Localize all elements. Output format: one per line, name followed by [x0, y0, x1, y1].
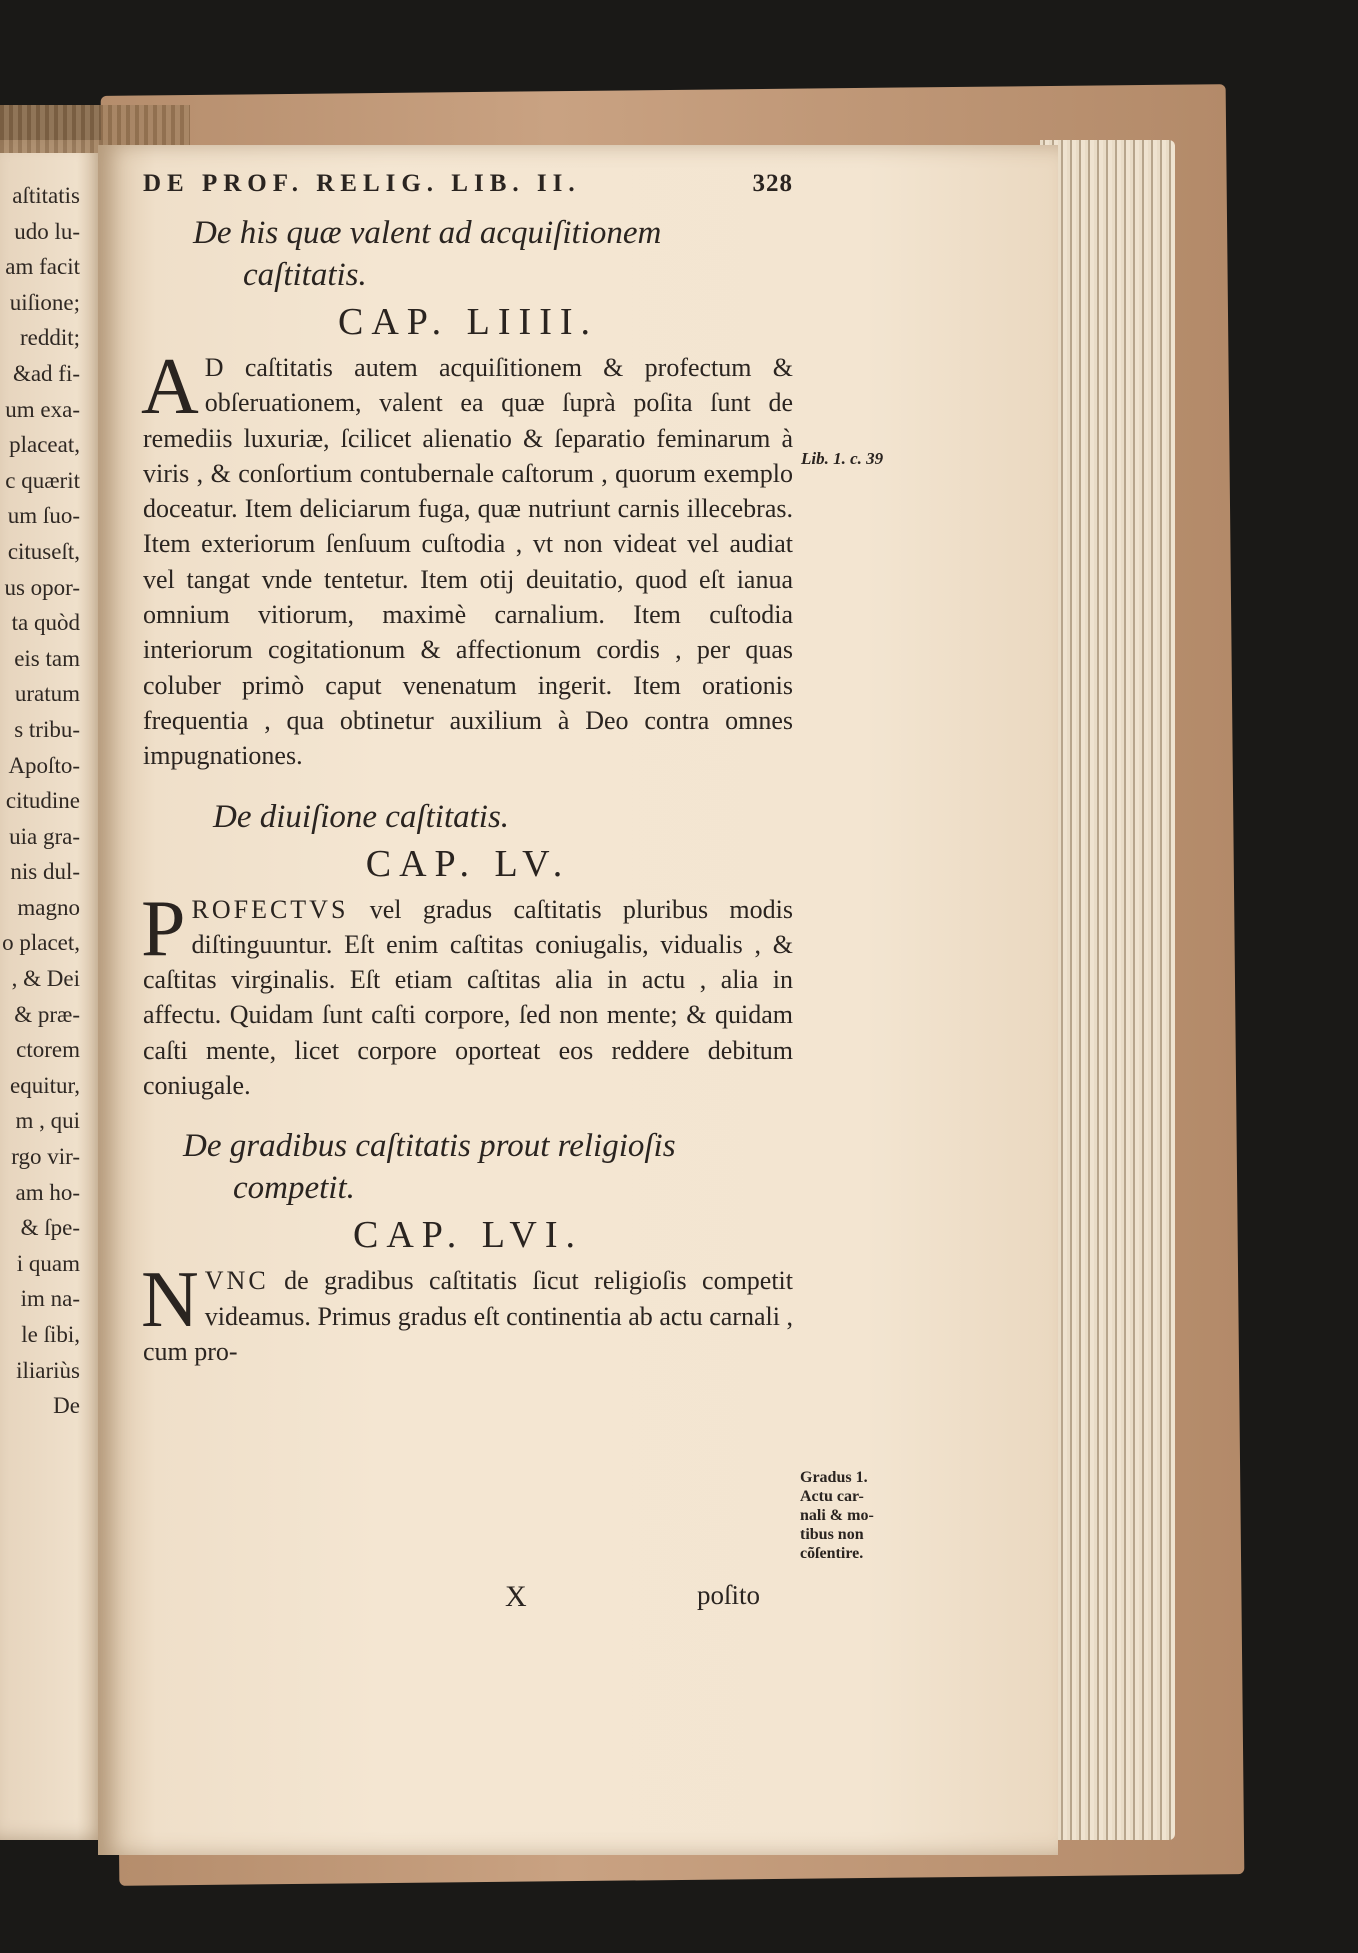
left-fragment-line: s tribu- — [14, 716, 80, 742]
lead-word: ROFECTVS — [191, 894, 349, 924]
drop-cap: N — [141, 1256, 199, 1345]
paragraph-text: vel gradus caſtitatis pluribus modis diſtinguuntur. Eſt enim caſtitas coniugalis, vidualis , & caſtitas virginalis. Eſt etiam caſtitas alia in actu , alia in affectu. Quidam ſunt caſti corpore, ſed non mente; & quidam caſti mente, licet corpore oporteat eos reddere debitum coniugale. — [143, 894, 793, 1101]
left-fragment-line: us opor- — [4, 574, 80, 600]
signature-mark: X — [505, 1580, 527, 1613]
lead-word: VNC — [204, 1266, 269, 1296]
heading-line: De diuiſione caſtitatis. — [213, 798, 510, 835]
running-head — [143, 170, 793, 210]
heading-line: caſtitatis. — [243, 257, 367, 293]
left-fragment-line: am ho- — [15, 1179, 80, 1205]
left-fragment-line: le ſibi, — [21, 1322, 80, 1347]
chapter-56-text — [141, 1256, 793, 1369]
left-fragment-line: , & Dei — [11, 966, 80, 992]
left-fragment-line: & ſpe- — [20, 1215, 80, 1241]
left-fragment-line: ta quòd — [11, 610, 80, 636]
left-fragment-line: iliariùs — [16, 1357, 80, 1383]
left-fragment-line: udo lu- — [14, 218, 80, 244]
margin-note-line: Gradus 1. — [800, 1469, 868, 1486]
left-fragment-line: eis tam — [14, 645, 80, 671]
left-fragment-line: im na- — [20, 1286, 80, 1312]
margin-note-line: tibus non — [800, 1526, 864, 1543]
heading-line: De his quæ valent ad acquiſitionem — [193, 215, 662, 251]
running-head-title: DE PROF. RELIG. LIB. II. — [143, 170, 581, 197]
left-fragment-line: Apoſto- — [8, 752, 80, 778]
margin-note-gradus — [800, 1468, 910, 1563]
left-fragment-line: magno — [17, 894, 80, 920]
left-fragment-line: citudine — [5, 788, 80, 814]
drop-cap: A — [141, 343, 199, 431]
left-fragment-line: uiſione; — [9, 289, 80, 315]
chapter-54-text — [141, 343, 793, 774]
paragraph-text: D caſtitatis autem acquiſitionem & profectum & obſeruationem, valent ea quæ ſuprà poſita ſunt de remediis luxuriæ, ſcilicet alienatio & ſeparatio feminarum à viris , & conſortium contubernale caſtorum , quorum exemplo doceatur. Item deliciarum fuga, quæ nutriunt carnis illecebras. Item exteriorum ſenſuum cuſtodia , vt non videat vel audiat vel tangat vnde tentetur. Item otij deuitatio, quod eſt ianua omnium vitiorum, maximè carnalium. Item cuſtodia interiorum cogitationum & affectionum cordis , per quas coluber primò caput venenatum ingerit. Item orationis frequentia , qua obtinetur auxilium à Deo contra omnes impugnationes. — [143, 353, 793, 771]
heading-line: De gradibus caſtitatis prout religioſis — [183, 1128, 676, 1165]
margin-note-line: cõſentire. — [800, 1545, 864, 1562]
left-fragment-line: placeat, — [9, 432, 80, 458]
margin-note-line: nali & mo- — [800, 1507, 874, 1524]
left-fragment-line: equitur, — [10, 1072, 80, 1098]
left-fragment-line: De — [53, 1393, 80, 1419]
section-heading-54 — [193, 212, 793, 296]
section-heading-55 — [213, 796, 793, 838]
folio-number: 328 — [752, 170, 793, 197]
left-fragment-line: cituseſt, — [7, 538, 80, 564]
left-fragment-line: um exa- — [5, 396, 80, 422]
left-fragment-line: o placet, — [2, 930, 80, 956]
left-fragment-line: ctorem — [16, 1037, 80, 1063]
left-fragment-line: & præ- — [14, 1001, 80, 1027]
chapter-number-55: CAP. LV. — [365, 842, 571, 885]
margin-note-line: Actu car- — [800, 1488, 864, 1505]
left-fragment-line: m , qui — [15, 1108, 80, 1134]
page-edges — [1040, 140, 1175, 1840]
margin-note-reference: Lib. 1. c. 39 — [801, 449, 884, 468]
chapter-number-56: CAP. LVI. — [352, 1214, 584, 1257]
main-text-block — [143, 170, 793, 1369]
left-fragment-line: &ad fi- — [12, 360, 80, 386]
left-fragment-line: c quærit — [5, 467, 80, 493]
left-fragment-line: am facit — [5, 254, 80, 280]
left-fragment-line: i quam — [16, 1250, 80, 1276]
catchword: poſito — [697, 1580, 761, 1610]
left-fragment-line: rgo vir- — [11, 1144, 80, 1170]
heading-line: competit. — [233, 1170, 355, 1207]
section-heading-56 — [183, 1125, 793, 1209]
left-fragment-line: uia gra- — [9, 823, 80, 849]
chapter-number-54: CAP. LIIII. — [337, 301, 599, 343]
left-fragment-line: uratum — [14, 681, 80, 707]
paragraph-text: de gradibus caſtitatis ſicut religioſis competit videamus. Primus gradus eſt continentia ab actu carnali , cum pro- — [143, 1266, 793, 1366]
left-fragment-line: reddit; — [19, 325, 80, 351]
left-fragment-line: nis dul- — [10, 859, 80, 885]
chapter-55-text — [141, 884, 793, 1104]
left-fragment-line: aſtitatis — [12, 183, 80, 208]
left-page-text — [2, 178, 80, 1424]
left-fragment-line: um ſuo- — [7, 503, 80, 529]
drop-cap: P — [141, 884, 186, 973]
